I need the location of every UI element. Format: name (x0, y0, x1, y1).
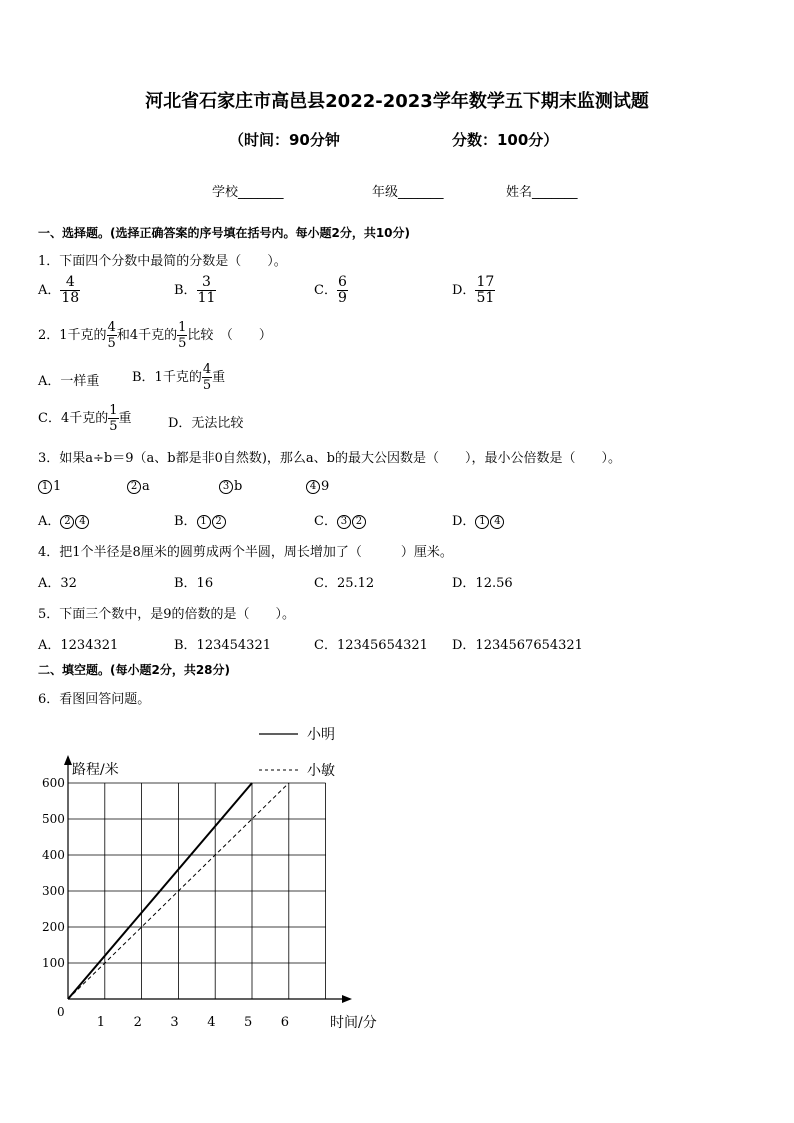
fraction: $\frac{1}{5}$ (178, 320, 187, 351)
section-choice-heading: 一、选择题。(选择正确答案的序号填在括号内。每小题2分，共10分) (38, 226, 411, 240)
question-2 (38, 320, 272, 351)
q5-option-a[interactable]: A．1234321 (38, 638, 119, 653)
y-tick-label: 500 (42, 812, 65, 826)
y-tick-label: 300 (42, 884, 65, 898)
legend-label: 小明 (307, 727, 335, 743)
option-label: B． (174, 283, 197, 298)
fraction: $\frac{1}{5}$ (109, 403, 118, 434)
fraction: $\frac{4}{5}$ (107, 320, 116, 351)
q4-option-b[interactable]: B．16 (174, 576, 214, 591)
circled-number: 1 (197, 515, 211, 529)
x-tick-label: 6 (280, 1015, 290, 1030)
question-4: 4．把1个半径是8厘米的圆剪成两个半圆，周长增加了（ ）厘米。 (38, 545, 453, 560)
q2-text-mid: 和4千克的 (116, 328, 178, 343)
q3-option-b[interactable] (174, 510, 227, 529)
circled-number: 3 (337, 515, 351, 529)
y-axis-arrow (64, 755, 72, 765)
x-tick-label: 5 (244, 1015, 253, 1030)
q3-option-c[interactable] (314, 510, 367, 529)
q3-option-d[interactable] (452, 510, 505, 529)
fraction: $\frac{3}{11}$ (197, 274, 216, 306)
circled-number: 4 (75, 515, 89, 529)
option-text: B．1千克的 (132, 370, 202, 385)
q1-option-b[interactable] (174, 275, 216, 306)
fraction: $\frac{4}{18}$ (61, 274, 80, 306)
legend-label: 小敏 (307, 763, 335, 779)
q3-item-2 (127, 479, 150, 494)
circled-number: 2 (352, 515, 366, 529)
q2-option-d[interactable]: D．无法比较 (168, 416, 244, 431)
x-tick-label: 1 (96, 1015, 106, 1030)
x-tick-label: 2 (133, 1015, 142, 1030)
q1-option-c[interactable] (314, 275, 348, 306)
option-text: 重 (212, 370, 226, 385)
q4-option-d[interactable]: D．12.56 (452, 576, 513, 591)
circled-number: 4 (490, 515, 504, 529)
school-field[interactable]: 学校_______ (212, 185, 284, 200)
distance-time-chart (0, 715, 420, 1045)
question-3: 3．如果a÷b＝9（a、b都是非0自然数)，那么a、b的最大公因数是（ ），最小公倍数是（ ）。 (38, 451, 621, 466)
grade-field[interactable]: 年级_______ (372, 185, 444, 200)
question-6: 6．看图回答问题。 (38, 692, 151, 707)
q5-option-d[interactable]: D．1234567654321 (452, 638, 583, 653)
q2-text-pre: 2．1千克的 (38, 328, 107, 343)
question-1: 1．下面四个分数中最简的分数是（ ）。 (38, 254, 287, 269)
q5-option-c[interactable]: C．12345654321 (314, 638, 428, 653)
y-tick-label: 100 (42, 956, 65, 970)
circled-number: 1 (475, 515, 489, 529)
score-label: 分数：100分） (452, 131, 559, 149)
q2-option-c[interactable] (38, 403, 132, 434)
q2-option-b[interactable] (132, 362, 225, 393)
y-tick-label: 200 (42, 920, 65, 934)
q3-item-1 (38, 479, 61, 494)
circled-number: 2 (127, 480, 141, 494)
y-axis-label: 路程/米 (72, 762, 119, 778)
option-text: C．4千克的 (38, 411, 109, 426)
fraction: $\frac{17}{51}$ (476, 274, 495, 306)
page-title: 河北省石家庄市高邑县2022-2023学年数学五下期末监测试题 (145, 91, 649, 112)
circled-number: 2 (212, 515, 226, 529)
q4-option-a[interactable]: A．32 (38, 576, 77, 591)
q1-option-a[interactable] (38, 275, 80, 306)
y-tick-label: 400 (42, 848, 65, 862)
item-text: b (234, 479, 243, 494)
question-5: 5．下面三个数中，是9的倍数的是（ ）。 (38, 607, 296, 622)
q3-option-a[interactable] (38, 510, 90, 529)
time-label: （时间：90分钟 (229, 131, 340, 149)
q3-item-4 (306, 479, 329, 494)
q2-option-a[interactable]: A．一样重 (38, 374, 100, 389)
q4-option-c[interactable]: C．25.12 (314, 576, 375, 591)
x-tick-label: 4 (207, 1015, 216, 1030)
q1-option-d[interactable] (452, 275, 495, 306)
item-text: 9 (321, 479, 330, 494)
q5-option-b[interactable]: B．123454321 (174, 638, 271, 653)
name-field[interactable]: 姓名_______ (506, 185, 578, 200)
x-tick-label: 3 (170, 1015, 179, 1030)
item-text: 1 (53, 479, 62, 494)
option-text: 重 (118, 411, 132, 426)
q2-text-post: 比较 （ ） (187, 328, 272, 343)
origin-label: 0 (57, 1005, 65, 1019)
item-text: a (142, 479, 150, 494)
option-label: B． (174, 514, 197, 529)
option-label: D． (452, 283, 476, 298)
option-label: C． (314, 514, 337, 529)
q3-item-3 (219, 479, 242, 494)
circled-number: 3 (219, 480, 233, 494)
fraction: $\frac{4}{5}$ (202, 362, 212, 393)
y-tick-label: 600 (42, 776, 65, 790)
x-axis-arrow (342, 995, 352, 1003)
circled-number: 1 (38, 480, 52, 494)
option-label: C． (314, 283, 337, 298)
option-label: A． (38, 283, 61, 298)
fraction: $\frac{6}{9}$ (337, 274, 347, 306)
option-label: A． (38, 514, 61, 529)
section-fill-heading: 二、填空题。(每小题2分，共28分) (38, 663, 231, 677)
option-label: D． (452, 514, 476, 529)
circled-number: 2 (60, 515, 74, 529)
circled-number: 4 (306, 480, 320, 494)
x-axis-label: 时间/分 (330, 1015, 377, 1031)
